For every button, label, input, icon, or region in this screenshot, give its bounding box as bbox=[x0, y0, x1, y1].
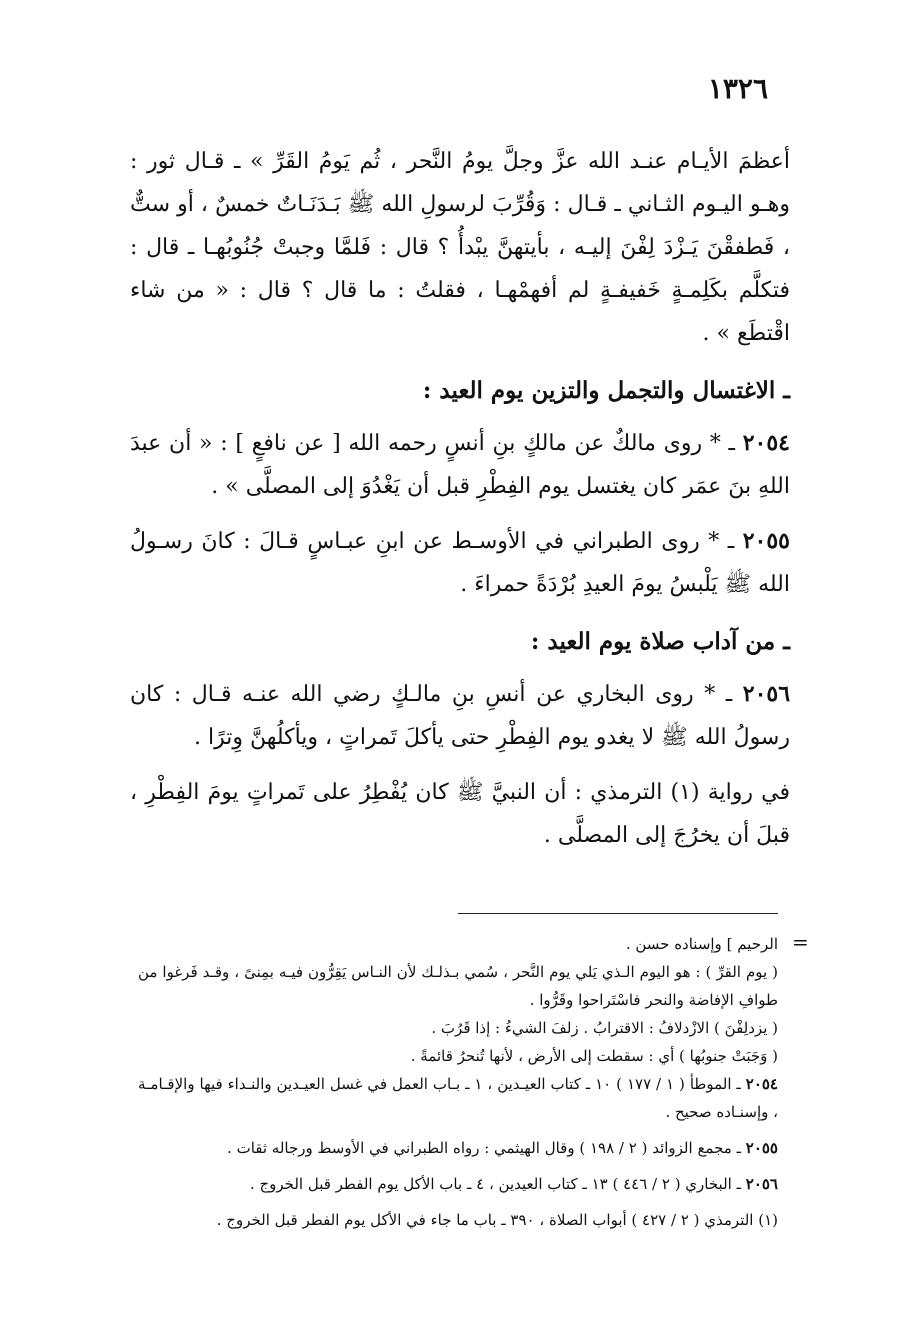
hadith-2055 bbox=[130, 520, 790, 606]
hadith-number: ٢٠٥٥ bbox=[742, 528, 790, 554]
section-heading-ghusl: ـ الاغتسال والتجمل والتزين يوم العيد : bbox=[422, 377, 790, 404]
footnote-line: الرحيم ] وإسناده حسن . bbox=[625, 935, 778, 953]
footnote-number: ٢٠٥٤ bbox=[745, 1075, 778, 1093]
footnote-text: ـ مجمع الزوائد ( ٢ / ١٩٨ ) وقال الهيثمي : رواه الطبراني في الأوسط ورجاله ثقات . bbox=[227, 1139, 741, 1157]
hadith-text: ـ * روى مالكٌ عن مالكٍ بنِ أنسٍ رحمه الله [ عن نافعٍ ] : « أن عبدَ اللهِ بنَ عمَر كان يغتسل يوم الفِطْرِ قبل أن يَغْدُوَ إلى المصلَّى » . bbox=[130, 431, 790, 499]
footnote-number: ٢٠٥٦ bbox=[745, 1175, 778, 1193]
riwaya-paragraph: في رواية (١) الترمذي : أن النبيَّ ﷺ كان يُفْطِرُ على تَمراتٍ يومَ الفِطْرِ ، قبلَ أن يخرُجَ إلى المصلَّى . bbox=[130, 780, 790, 848]
main-text bbox=[130, 140, 790, 857]
footnote-1: (١) الترمذي ( ٢ / ٤٢٧ ) أبواب الصلاة ، ٣٩٠ ـ باب ما جاء في الأكل يوم الفطر قبل الخروج . bbox=[216, 1211, 778, 1229]
hadith-2056 bbox=[130, 673, 790, 759]
footnote-text: ـ الموطأ ( ١ / ١٧٧ ) ١٠ ـ كتاب العيـدين ، ١ ـ بـاب العمل في غسل العيـدين والنـداء فيها والإقـامـة ، وإسنـاده صحيح . bbox=[138, 1075, 778, 1121]
hadith-2054 bbox=[130, 422, 790, 508]
footnote-2055 bbox=[138, 1134, 778, 1162]
hadith-number: ٢٠٥٦ bbox=[742, 681, 791, 707]
footnote-line: ( وَجَبَتْ جنوبُها ) أي : سقطت إلى الأرض ، لأنها تُنحرُ قائمةً . bbox=[410, 1047, 778, 1065]
footnote-line: ( يزدلِفْنَ ) الازْدلافُ : الاقترابُ . زلفَ الشيءُ : إذا قَرُبَ . bbox=[431, 1019, 778, 1037]
footnotes bbox=[138, 930, 778, 1234]
hadith-text: ـ * روى البخاري عن أنسِ بنِ مالـكٍ رضي الله عنـه قـال : كان رسولُ الله ﷺ لا يغدو يوم الفِطْرِ حتى يأكلَ تَمراتٍ ، ويأكلُهنَّ وِترًا . bbox=[130, 682, 790, 750]
hadith-text: ـ * روى الطبراني في الأوسـط عن ابنِ عبـاسٍ قـالَ : كانَ رسـولُ الله ﷺ يَلْبسُ يومَ العيدِ بُرْدَةً حمراءَ . bbox=[130, 529, 790, 597]
footnote-2054 bbox=[138, 1070, 778, 1126]
footnote-line: ( يوم القرِّ ) : هو اليوم الـذي يَلي يوم النَّحر ، سُمي بـذلـك لأن النـاس يَقِرُّون فيـه بمِنىً ، وقـد فَرغوا من طوافِ الإفاضة والنحر فاسْتَراحوا وقَرُّوا . bbox=[138, 963, 778, 1009]
footnote-divider bbox=[458, 913, 778, 914]
continuation-mark: = bbox=[792, 930, 809, 954]
footnote-2056 bbox=[138, 1170, 778, 1198]
footnote-number: ٢٠٥٥ bbox=[745, 1139, 778, 1157]
page-number: ١٣٢٦ bbox=[707, 72, 768, 105]
intro-paragraph: أعظمَ الأيـام عنـد الله عزَّ وجلَّ يومُ النَّحر ، ثُم يَومُ القَرِّ » ـ قـال ثور : وهـو اليـوم الثـاني ـ قـال : وَقُرِّبَ لرسولِ الله ﷺ بَـدَنَـاتٌ خمسٌ ، أو ستٌّ ، فَطفقْنَ يَـزْدَ لِفْنَ إليـه ، بأيتهنَّ يبْدأُ ؟ قال : فَلمَّا وجبتْ جُنُوبُهـا ـ قال : فتكلَّم بكَلِمـةٍ خَفيفـةٍ لم أفهمْهـا ، فقلتُ : ما قال ؟ قال : « من شاء اقْتطَع » . bbox=[130, 149, 790, 346]
footnote-text: ـ البخاري ( ٢ / ٤٤٦ ) ١٣ ـ كتاب العيدين ، ٤ ـ باب الأكل يوم الفطر قبل الخروج . bbox=[249, 1175, 741, 1193]
hadith-number: ٢٠٥٤ bbox=[742, 430, 790, 456]
section-heading-adab: ـ من آداب صلاة يوم العيد : bbox=[530, 628, 790, 655]
